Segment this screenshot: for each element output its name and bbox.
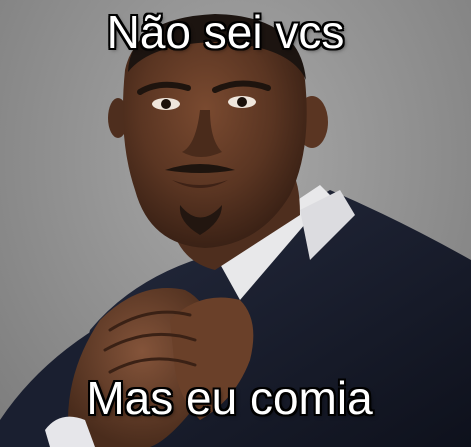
left-pupil xyxy=(161,99,171,109)
right-pupil xyxy=(237,97,247,107)
top-caption: Não sei vcs xyxy=(106,6,345,58)
bottom-caption: Mas eu comia xyxy=(86,372,373,424)
